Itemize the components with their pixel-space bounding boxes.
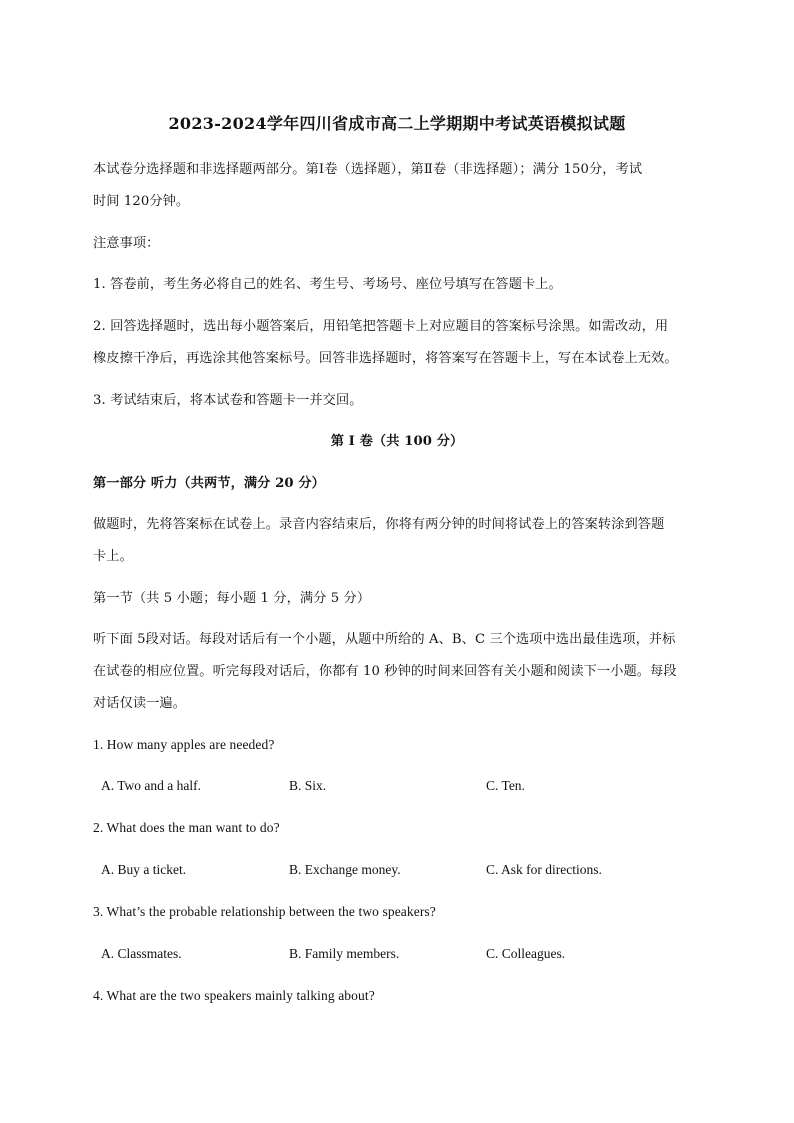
part-heading: 第 I 卷（共 100 分）	[330, 434, 464, 449]
subsection-instructions-line-1: 听下面 5段对话。每段对话后有一个小题，从题中所给的 A、B、C 三个选项中选出最佳选项，并标	[93, 632, 676, 647]
intro-line-2: 时间 120分钟。	[93, 194, 190, 209]
notes-item-3: 3. 考试结束后，将本试卷和答题卡一并交回。	[93, 393, 363, 408]
question-3-option-b: B. Family members.	[289, 946, 400, 961]
question-4: 4. What are the two speakers mainly talking about?	[93, 988, 375, 1003]
question-2-option-c: C. Ask for directions.	[486, 862, 602, 877]
notes-item-2-line-1: 2. 回答选择题时，选出每小题答案后，用铅笔把答题卡上对应题目的答案标号涂黑。如需改动，用	[93, 319, 669, 334]
section-heading: 第一部分 听力（共两节，满分 20 分）	[93, 476, 325, 491]
subsection-instructions-line-2: 在试卷的相应位置。听完每段对话后，你都有 10 秒钟的时间来回答有关小题和阅读下一小题。每段	[93, 664, 677, 679]
question-3: 3. What’s the probable relationship between the two speakers?	[93, 904, 436, 919]
notes-item-2-line-2: 橡皮擦干净后，再选涂其他答案标号。回答非选择题时，将答案写在答题卡上，写在本试卷上无效。	[93, 351, 678, 366]
intro-line-1: 本试卷分选择题和非选择题两部分。第Ⅰ卷（选择题），第Ⅱ卷（非选择题）；满分 150分，考试	[93, 162, 643, 177]
question-2: 2. What does the man want to do?	[93, 820, 280, 835]
question-3-option-c: C. Colleagues.	[486, 946, 566, 961]
subsection-instructions-line-3: 对话仅读一遍。	[93, 696, 187, 711]
question-1-option-c: C. Ten.	[486, 778, 525, 793]
question-3-option-a: A. Classmates.	[101, 946, 182, 961]
subsection-heading: 第一节（共 5 小题；每小题 1 分，满分 5 分）	[93, 591, 371, 606]
question-1: 1. How many apples are needed?	[93, 737, 275, 752]
section-instructions-line-2: 卡上。	[93, 549, 133, 564]
question-2-option-a: A. Buy a ticket.	[101, 862, 187, 877]
question-1-option-a: A. Two and a half.	[101, 778, 202, 793]
notes-item-1: 1. 答卷前，考生务必将自己的姓名、考生号、考场号、座位号填写在答题卡上。	[93, 277, 562, 292]
section-instructions-line-1: 做题时，先将答案标在试卷上。录音内容结束后，你将有两分钟的时间将试卷上的答案转涂到答题	[93, 517, 665, 532]
notes-heading: 注意事项：	[93, 236, 160, 251]
question-1-option-b: B. Six.	[289, 778, 327, 793]
page-title: 2023-2024学年四川省成市高二上学期期中考试英语模拟试题	[168, 114, 626, 133]
question-2-option-b: B. Exchange money.	[289, 862, 401, 877]
